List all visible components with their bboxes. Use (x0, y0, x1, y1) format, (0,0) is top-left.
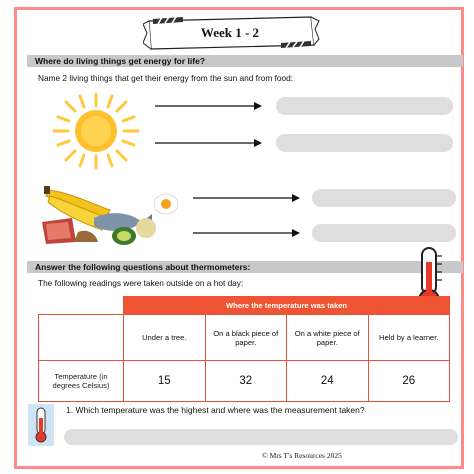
temperature-value: 15 (124, 361, 206, 402)
answer-box-question-1[interactable] (64, 429, 458, 445)
temperature-value: 26 (368, 361, 450, 402)
column-header: Held by a learner. (368, 315, 450, 361)
arrow-food-2 (193, 228, 301, 238)
table-corner-cell (39, 315, 124, 361)
small-thermometer-icon (28, 404, 54, 446)
food-icon (38, 182, 180, 246)
instruction-energy: Name 2 living things that get their energy from the sun and from food: (38, 73, 294, 83)
week-label: Week 1 - 2 (200, 25, 260, 40)
column-header: Under a tree. (124, 315, 206, 361)
section-heading-energy: Where do living things get energy for life? (27, 55, 463, 67)
answer-box-food-2[interactable] (312, 224, 456, 242)
column-header: On a black piece of paper. (205, 315, 287, 361)
footer-credit: © Mrs T's Resources 2025 (262, 451, 342, 460)
section-heading-thermometers: Answer the following questions about thermometers: (27, 261, 463, 273)
arrow-sun-2 (155, 138, 263, 148)
question-1: 1. Which temperature was the highest and where was the measurement taken? (66, 405, 365, 415)
arrow-sun-1 (155, 101, 263, 111)
row-label: Temperature (in degrees Celsius) (39, 361, 124, 402)
table-corner (39, 297, 124, 315)
table-caption: Where the temperature was taken (124, 297, 450, 315)
temperature-value: 24 (287, 361, 369, 402)
column-header: On a white piece of paper. (287, 315, 369, 361)
answer-box-food-1[interactable] (312, 189, 456, 207)
answer-box-sun-2[interactable] (276, 134, 453, 152)
temperature-table (38, 296, 450, 402)
answer-box-sun-1[interactable] (276, 97, 453, 115)
arrow-food-1 (193, 193, 301, 203)
temperature-value: 32 (205, 361, 287, 402)
sun-icon (40, 90, 152, 172)
instruction-readings: The following readings were taken outside on a hot day: (38, 278, 244, 288)
